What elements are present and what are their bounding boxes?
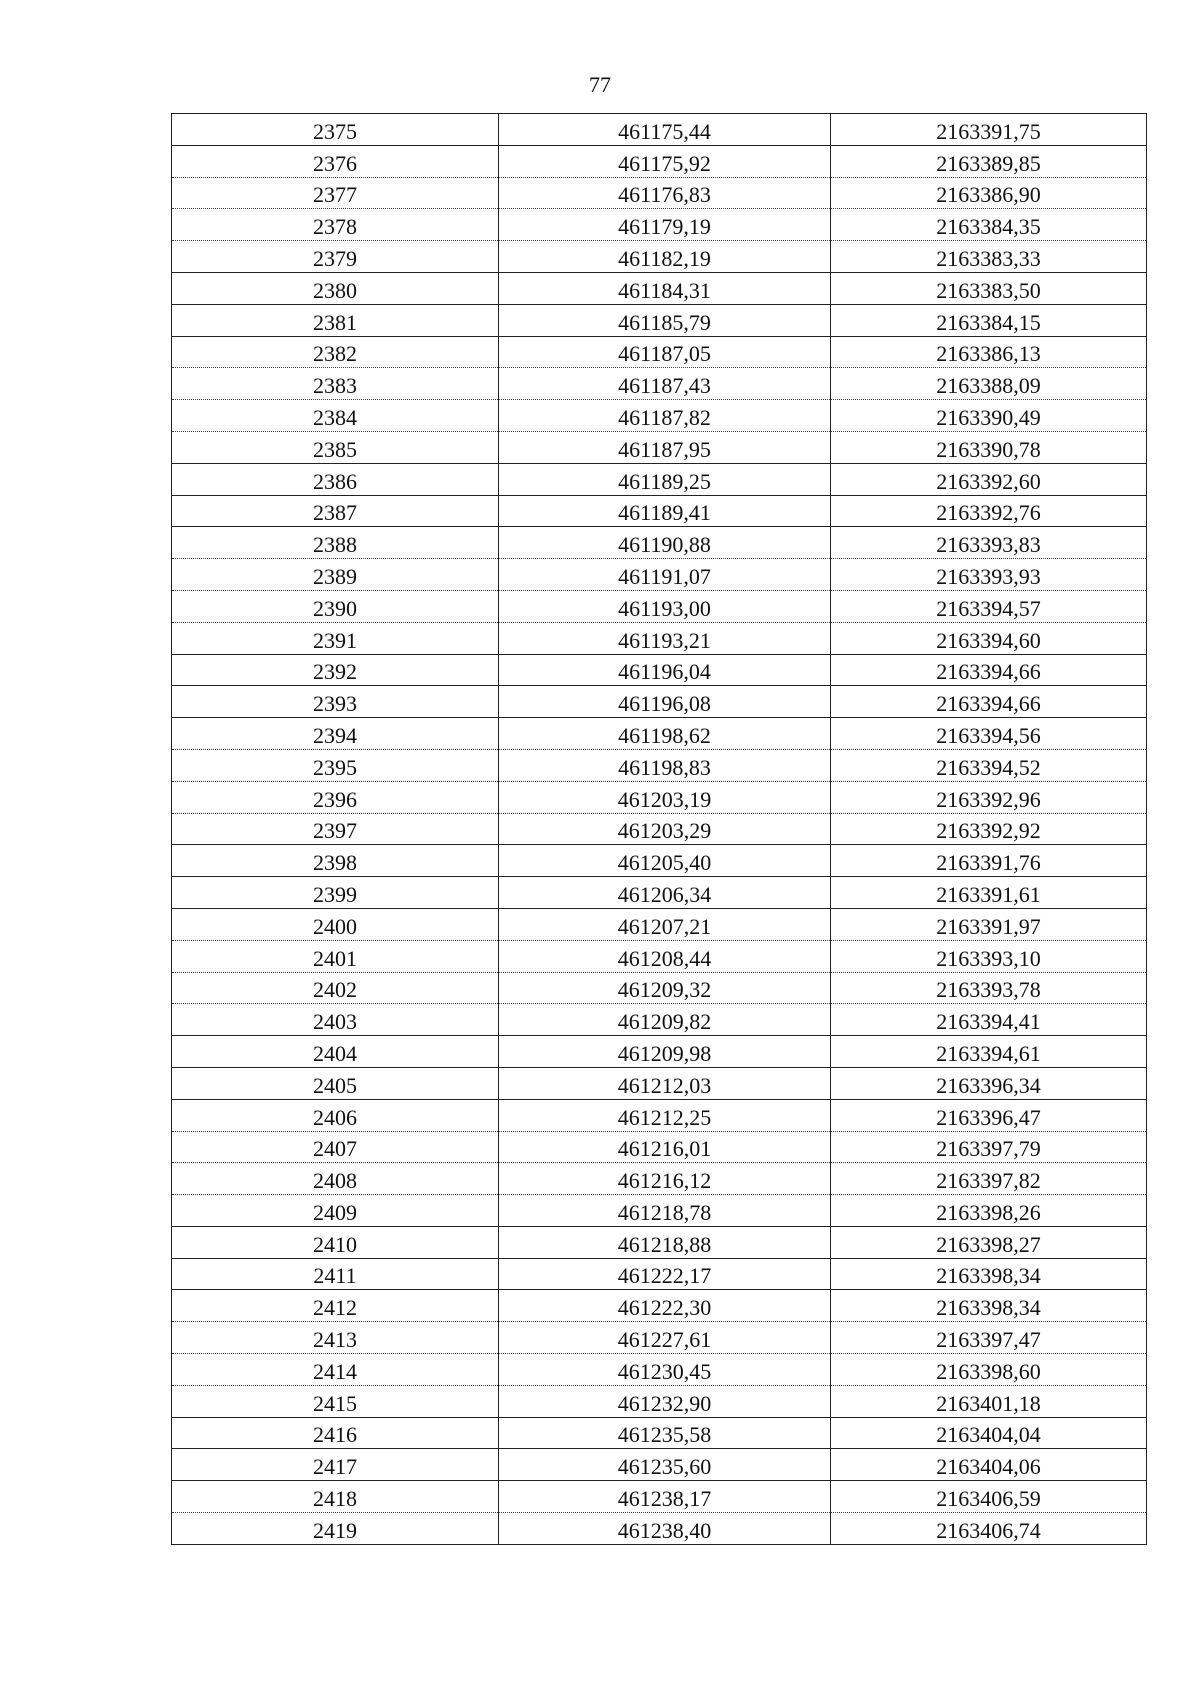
table-row xyxy=(172,145,1147,177)
x-coordinate-cell: 461216,01 xyxy=(499,1131,831,1163)
point-number-cell: 2400 xyxy=(172,908,499,940)
y-coordinate-cell: 2163392,92 xyxy=(831,813,1147,845)
x-coordinate-cell: 461232,90 xyxy=(499,1385,831,1417)
point-number-cell: 2393 xyxy=(172,686,499,718)
table-row xyxy=(172,972,1147,1004)
y-coordinate-cell: 2163393,10 xyxy=(831,940,1147,972)
x-coordinate-cell: 461222,30 xyxy=(499,1290,831,1322)
y-coordinate-cell: 2163390,49 xyxy=(831,400,1147,432)
point-number-cell: 2375 xyxy=(172,114,499,146)
point-number-cell: 2414 xyxy=(172,1354,499,1386)
table-row xyxy=(172,622,1147,654)
table-row xyxy=(172,718,1147,750)
y-coordinate-cell: 2163393,83 xyxy=(831,527,1147,559)
point-number-cell: 2390 xyxy=(172,590,499,622)
point-number-cell: 2419 xyxy=(172,1513,499,1545)
table-row xyxy=(172,1417,1147,1449)
x-coordinate-cell: 461184,31 xyxy=(499,272,831,304)
table-row xyxy=(172,1004,1147,1036)
table-row xyxy=(172,272,1147,304)
y-coordinate-cell: 2163391,75 xyxy=(831,114,1147,146)
table-row xyxy=(172,463,1147,495)
y-coordinate-cell: 2163397,47 xyxy=(831,1322,1147,1354)
point-number-cell: 2395 xyxy=(172,749,499,781)
x-coordinate-cell: 461191,07 xyxy=(499,559,831,591)
y-coordinate-cell: 2163394,60 xyxy=(831,622,1147,654)
x-coordinate-cell: 461218,78 xyxy=(499,1195,831,1227)
y-coordinate-cell: 2163397,82 xyxy=(831,1163,1147,1195)
table-row xyxy=(172,654,1147,686)
y-coordinate-cell: 2163393,93 xyxy=(831,559,1147,591)
table-row xyxy=(172,495,1147,527)
point-number-cell: 2408 xyxy=(172,1163,499,1195)
x-coordinate-cell: 461216,12 xyxy=(499,1163,831,1195)
table-row xyxy=(172,845,1147,877)
point-number-cell: 2406 xyxy=(172,1099,499,1131)
table-row xyxy=(172,1449,1147,1481)
x-coordinate-cell: 461176,83 xyxy=(499,177,831,209)
table-row xyxy=(172,400,1147,432)
x-coordinate-cell: 461218,88 xyxy=(499,1226,831,1258)
y-coordinate-cell: 2163392,60 xyxy=(831,463,1147,495)
point-number-cell: 2387 xyxy=(172,495,499,527)
x-coordinate-cell: 461227,61 xyxy=(499,1322,831,1354)
table-row xyxy=(172,877,1147,909)
table-row xyxy=(172,1099,1147,1131)
y-coordinate-cell: 2163391,61 xyxy=(831,877,1147,909)
table-row xyxy=(172,431,1147,463)
table-row xyxy=(172,114,1147,146)
x-coordinate-cell: 461230,45 xyxy=(499,1354,831,1386)
y-coordinate-cell: 2163394,61 xyxy=(831,1036,1147,1068)
point-number-cell: 2402 xyxy=(172,972,499,1004)
x-coordinate-cell: 461209,82 xyxy=(499,1004,831,1036)
y-coordinate-cell: 2163398,26 xyxy=(831,1195,1147,1227)
x-coordinate-cell: 461190,88 xyxy=(499,527,831,559)
point-number-cell: 2388 xyxy=(172,527,499,559)
y-coordinate-cell: 2163391,97 xyxy=(831,908,1147,940)
x-coordinate-cell: 461209,32 xyxy=(499,972,831,1004)
y-coordinate-cell: 2163394,56 xyxy=(831,718,1147,750)
x-coordinate-cell: 461207,21 xyxy=(499,908,831,940)
y-coordinate-cell: 2163386,90 xyxy=(831,177,1147,209)
y-coordinate-cell: 2163390,78 xyxy=(831,431,1147,463)
table-row xyxy=(172,368,1147,400)
table-row xyxy=(172,1481,1147,1513)
x-coordinate-cell: 461206,34 xyxy=(499,877,831,909)
x-coordinate-cell: 461175,92 xyxy=(499,145,831,177)
table-row xyxy=(172,908,1147,940)
x-coordinate-cell: 461179,19 xyxy=(499,209,831,241)
coordinates-table-body xyxy=(172,114,1147,1545)
y-coordinate-cell: 2163394,66 xyxy=(831,654,1147,686)
coordinates-table xyxy=(171,113,1147,1545)
table-row xyxy=(172,1322,1147,1354)
point-number-cell: 2397 xyxy=(172,813,499,845)
x-coordinate-cell: 461187,82 xyxy=(499,400,831,432)
x-coordinate-cell: 461193,21 xyxy=(499,622,831,654)
point-number-cell: 2396 xyxy=(172,781,499,813)
point-number-cell: 2377 xyxy=(172,177,499,209)
x-coordinate-cell: 461196,04 xyxy=(499,654,831,686)
table-row xyxy=(172,177,1147,209)
y-coordinate-cell: 2163394,52 xyxy=(831,749,1147,781)
y-coordinate-cell: 2163392,76 xyxy=(831,495,1147,527)
table-row xyxy=(172,336,1147,368)
y-coordinate-cell: 2163391,76 xyxy=(831,845,1147,877)
point-number-cell: 2399 xyxy=(172,877,499,909)
y-coordinate-cell: 2163394,66 xyxy=(831,686,1147,718)
x-coordinate-cell: 461203,19 xyxy=(499,781,831,813)
table-row xyxy=(172,1226,1147,1258)
point-number-cell: 2376 xyxy=(172,145,499,177)
x-coordinate-cell: 461212,25 xyxy=(499,1099,831,1131)
point-number-cell: 2411 xyxy=(172,1258,499,1290)
table-row xyxy=(172,527,1147,559)
point-number-cell: 2394 xyxy=(172,718,499,750)
x-coordinate-cell: 461196,08 xyxy=(499,686,831,718)
y-coordinate-cell: 2163401,18 xyxy=(831,1385,1147,1417)
page-number: 77 xyxy=(589,72,611,97)
point-number-cell: 2378 xyxy=(172,209,499,241)
x-coordinate-cell: 461208,44 xyxy=(499,940,831,972)
y-coordinate-cell: 2163392,96 xyxy=(831,781,1147,813)
x-coordinate-cell: 461238,40 xyxy=(499,1513,831,1545)
point-number-cell: 2405 xyxy=(172,1067,499,1099)
x-coordinate-cell: 461189,41 xyxy=(499,495,831,527)
point-number-cell: 2384 xyxy=(172,400,499,432)
x-coordinate-cell: 461187,05 xyxy=(499,336,831,368)
point-number-cell: 2389 xyxy=(172,559,499,591)
x-coordinate-cell: 461185,79 xyxy=(499,304,831,336)
table-row xyxy=(172,749,1147,781)
x-coordinate-cell: 461187,43 xyxy=(499,368,831,400)
table-row xyxy=(172,1163,1147,1195)
table-row xyxy=(172,1131,1147,1163)
point-number-cell: 2382 xyxy=(172,336,499,368)
x-coordinate-cell: 461198,83 xyxy=(499,749,831,781)
y-coordinate-cell: 2163384,15 xyxy=(831,304,1147,336)
table-row xyxy=(172,559,1147,591)
point-number-cell: 2412 xyxy=(172,1290,499,1322)
y-coordinate-cell: 2163396,47 xyxy=(831,1099,1147,1131)
point-number-cell: 2417 xyxy=(172,1449,499,1481)
y-coordinate-cell: 2163384,35 xyxy=(831,209,1147,241)
point-number-cell: 2383 xyxy=(172,368,499,400)
y-coordinate-cell: 2163389,85 xyxy=(831,145,1147,177)
x-coordinate-cell: 461235,58 xyxy=(499,1417,831,1449)
y-coordinate-cell: 2163386,13 xyxy=(831,336,1147,368)
table-row xyxy=(172,209,1147,241)
x-coordinate-cell: 461238,17 xyxy=(499,1481,831,1513)
point-number-cell: 2386 xyxy=(172,463,499,495)
point-number-cell: 2398 xyxy=(172,845,499,877)
table-row xyxy=(172,1354,1147,1386)
point-number-cell: 2413 xyxy=(172,1322,499,1354)
y-coordinate-cell: 2163394,57 xyxy=(831,590,1147,622)
point-number-cell: 2385 xyxy=(172,431,499,463)
x-coordinate-cell: 461198,62 xyxy=(499,718,831,750)
y-coordinate-cell: 2163383,33 xyxy=(831,241,1147,273)
y-coordinate-cell: 2163404,04 xyxy=(831,1417,1147,1449)
x-coordinate-cell: 461189,25 xyxy=(499,463,831,495)
x-coordinate-cell: 461203,29 xyxy=(499,813,831,845)
point-number-cell: 2415 xyxy=(172,1385,499,1417)
table-row xyxy=(172,686,1147,718)
point-number-cell: 2392 xyxy=(172,654,499,686)
point-number-cell: 2380 xyxy=(172,272,499,304)
point-number-cell: 2410 xyxy=(172,1226,499,1258)
y-coordinate-cell: 2163398,34 xyxy=(831,1258,1147,1290)
table-row xyxy=(172,1195,1147,1227)
point-number-cell: 2403 xyxy=(172,1004,499,1036)
x-coordinate-cell: 461212,03 xyxy=(499,1067,831,1099)
table-row xyxy=(172,1385,1147,1417)
table-row xyxy=(172,1290,1147,1322)
table-row xyxy=(172,1067,1147,1099)
table-row xyxy=(172,813,1147,845)
y-coordinate-cell: 2163393,78 xyxy=(831,972,1147,1004)
table-row xyxy=(172,590,1147,622)
point-number-cell: 2407 xyxy=(172,1131,499,1163)
point-number-cell: 2418 xyxy=(172,1481,499,1513)
y-coordinate-cell: 2163398,34 xyxy=(831,1290,1147,1322)
table-row xyxy=(172,304,1147,336)
y-coordinate-cell: 2163398,27 xyxy=(831,1226,1147,1258)
table-row xyxy=(172,241,1147,273)
x-coordinate-cell: 461205,40 xyxy=(499,845,831,877)
x-coordinate-cell: 461209,98 xyxy=(499,1036,831,1068)
point-number-cell: 2391 xyxy=(172,622,499,654)
table-row xyxy=(172,940,1147,972)
x-coordinate-cell: 461175,44 xyxy=(499,114,831,146)
point-number-cell: 2404 xyxy=(172,1036,499,1068)
y-coordinate-cell: 2163383,50 xyxy=(831,272,1147,304)
x-coordinate-cell: 461235,60 xyxy=(499,1449,831,1481)
y-coordinate-cell: 2163397,79 xyxy=(831,1131,1147,1163)
point-number-cell: 2379 xyxy=(172,241,499,273)
y-coordinate-cell: 2163396,34 xyxy=(831,1067,1147,1099)
x-coordinate-cell: 461187,95 xyxy=(499,431,831,463)
table-row xyxy=(172,781,1147,813)
point-number-cell: 2416 xyxy=(172,1417,499,1449)
x-coordinate-cell: 461222,17 xyxy=(499,1258,831,1290)
x-coordinate-cell: 461193,00 xyxy=(499,590,831,622)
point-number-cell: 2401 xyxy=(172,940,499,972)
table-row xyxy=(172,1513,1147,1545)
point-number-cell: 2381 xyxy=(172,304,499,336)
y-coordinate-cell: 2163406,59 xyxy=(831,1481,1147,1513)
table-row xyxy=(172,1036,1147,1068)
y-coordinate-cell: 2163394,41 xyxy=(831,1004,1147,1036)
table-row xyxy=(172,1258,1147,1290)
x-coordinate-cell: 461182,19 xyxy=(499,241,831,273)
y-coordinate-cell: 2163404,06 xyxy=(831,1449,1147,1481)
point-number-cell: 2409 xyxy=(172,1195,499,1227)
y-coordinate-cell: 2163388,09 xyxy=(831,368,1147,400)
y-coordinate-cell: 2163398,60 xyxy=(831,1354,1147,1386)
y-coordinate-cell: 2163406,74 xyxy=(831,1513,1147,1545)
